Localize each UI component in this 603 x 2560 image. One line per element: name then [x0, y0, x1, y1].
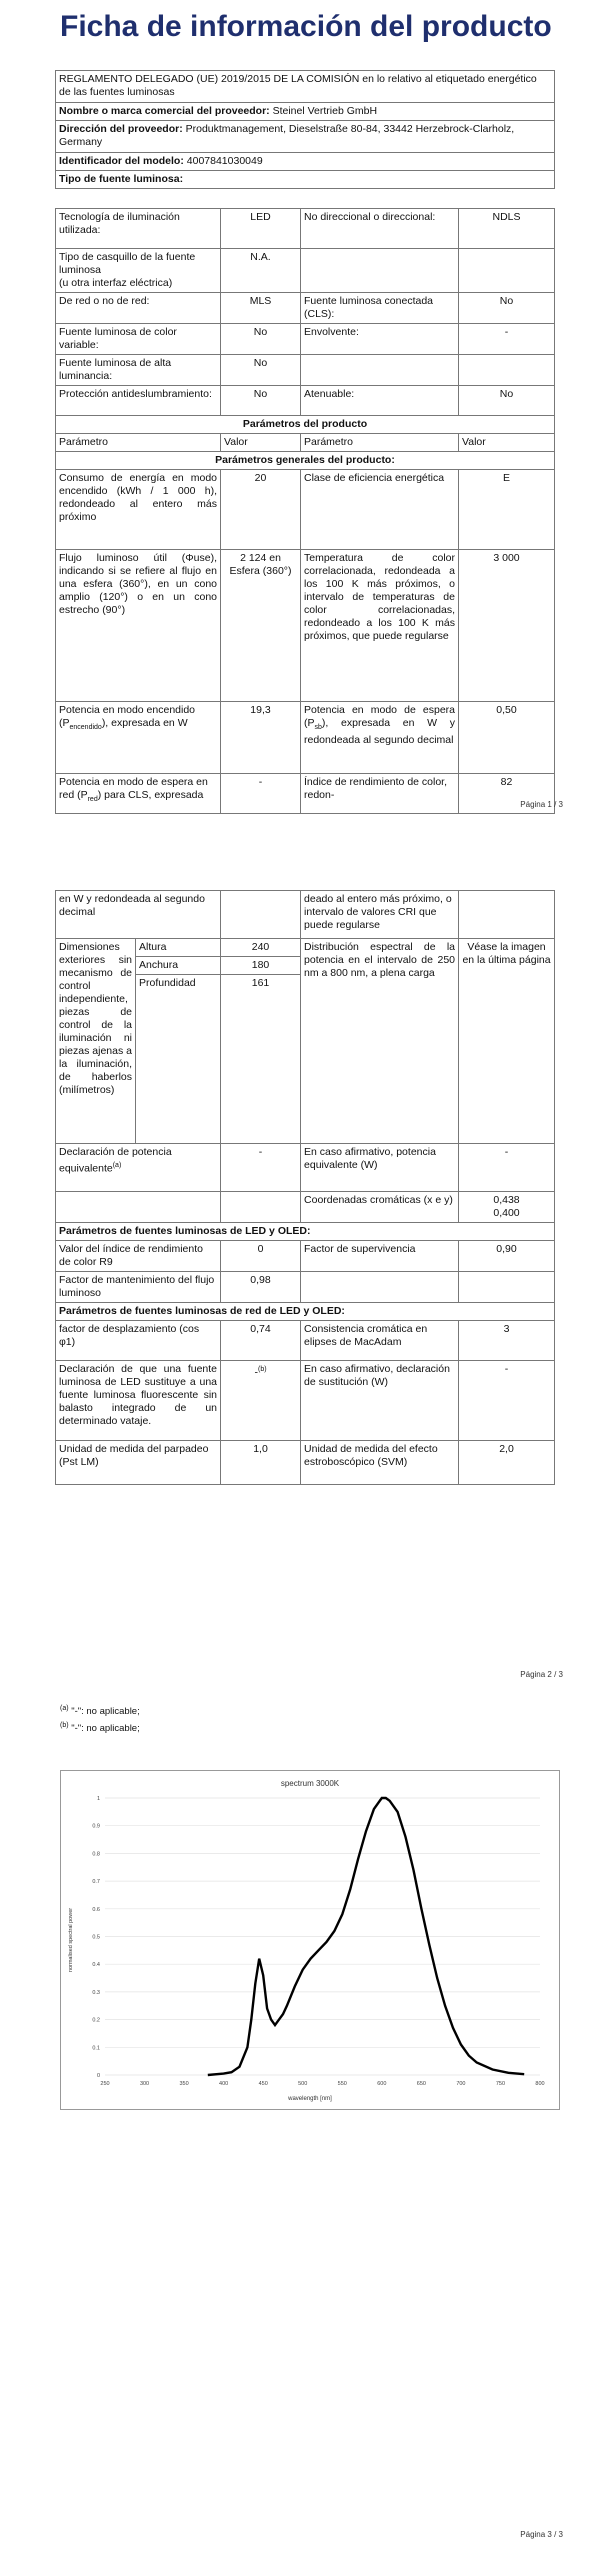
antiglare-label: Protección antideslumbramiento:	[56, 386, 221, 416]
regulation-text: REGLAMENTO DELEGADO (UE) 2019/2015 DE LA COMISIÓN en lo relativo al etiquetado energético de las fuentes luminosas	[56, 71, 555, 103]
footnote-b-text: "-": no aplicable;	[71, 1723, 140, 1735]
chart-frame	[61, 1771, 560, 2110]
netstandby-label-a: Potencia en modo de espera en red (P	[59, 776, 208, 801]
footnote-b-mark: (b)	[60, 1722, 69, 1730]
mains-value: MLS	[221, 293, 301, 324]
supplier-address-value: Produktmanagement, Dieselstraße 80-84, 33442 Herzebrock-Clarholz, Germany	[59, 123, 515, 148]
y-tick-label: 1	[96, 1796, 100, 1802]
equiv-sup: (a)	[112, 1162, 122, 1169]
colour-tunable-value: No	[221, 324, 301, 355]
strobo-value: 2,0	[459, 1441, 555, 1485]
cap-label: Tipo de casquillo de la fuente luminosa	[59, 251, 196, 276]
supplier-table	[55, 70, 555, 189]
flux-label: Flujo luminoso útil (Φuse), indicando si se refiere al flujo en una esfera (360°), en un cono amplio (120°) o en un cono estrecho (90°)	[56, 550, 221, 702]
empty-cell	[459, 249, 555, 293]
replace-sup: (b)	[257, 1366, 267, 1373]
equiv-power-label: En caso afirmativo, potencia equivalente (W)	[301, 1144, 459, 1192]
survival-label: Factor de supervivencia	[301, 1241, 459, 1272]
footnotes	[60, 1702, 140, 1736]
equiv-label	[56, 1144, 221, 1192]
footnote-a	[60, 1702, 140, 1719]
y-tick-label: 0.4	[92, 1962, 100, 1969]
empty-cell	[301, 1272, 459, 1303]
onpower-label-a: Potencia en modo encendido (P	[59, 704, 196, 729]
supplier-name-label: Nombre o marca comercial del proveedor:	[59, 105, 270, 117]
replace-value	[221, 1361, 301, 1441]
spectrum-chart	[60, 1770, 560, 2110]
high-lum-value: No	[221, 355, 301, 386]
dimmable-value: No	[459, 386, 555, 416]
height-label: Altura	[136, 939, 221, 957]
replace-w-label: En caso afirmativo, declaración de sustitución (W)	[301, 1361, 459, 1441]
chroma-y: 0,400	[493, 1207, 520, 1219]
standby-sub: sb	[314, 724, 322, 732]
equiv-value: -	[221, 1144, 301, 1192]
depth-value: 161	[221, 975, 301, 1144]
netstandby-label-p1	[56, 774, 221, 814]
x-tick-label: 500	[298, 2081, 308, 2087]
tech-label: Tecnología de iluminación utilizada:	[56, 209, 221, 249]
netstandby-sub: red	[87, 796, 98, 804]
onpower-label	[56, 702, 221, 774]
y-axis-label: normalised spectral power	[68, 1907, 74, 1973]
x-tick-label: 550	[337, 2081, 347, 2087]
height-value: 240	[221, 939, 301, 957]
maint-value: 0,98	[221, 1272, 301, 1303]
model-row	[56, 153, 555, 171]
mains-label: De red o no de red:	[56, 293, 221, 324]
empty-cell	[301, 249, 459, 293]
x-tick-label: 450	[258, 2081, 268, 2087]
x-axis-label: wavelength [nm]	[288, 2096, 332, 2102]
y-tick-label: 0.5	[92, 1934, 100, 1941]
empty-cell	[459, 1272, 555, 1303]
y-tick-label: 0.3	[92, 1989, 100, 1996]
onpower-label-b: ), expresada en W	[101, 717, 188, 729]
nondir-label: No direccional o direccional:	[301, 209, 459, 249]
page-2	[0, 880, 603, 1735]
replace-w-value: -	[459, 1361, 555, 1441]
colour-tunable-label: Fuente luminosa de color variable:	[56, 324, 221, 355]
envelope-value: -	[459, 324, 555, 355]
chroma-label: Coordenadas cromáticas (x e y)	[301, 1192, 459, 1223]
y-tick-label: 0.7	[92, 1879, 100, 1886]
x-tick-label: 800	[535, 2081, 545, 2087]
flicker-label: Unidad de medida del parpadeo (Pst LM)	[56, 1441, 221, 1485]
empty-cell	[459, 891, 555, 939]
footnote-a-mark: (a)	[60, 1705, 69, 1712]
spd-value: Véase la imagen en la última página	[459, 939, 555, 1144]
y-tick-label: 0.8	[92, 1851, 100, 1858]
x-tick-label: 300	[139, 2081, 150, 2087]
macadam-label: Consistencia cromática en elipses de MacAdam	[301, 1321, 459, 1361]
supplier-address-row	[56, 121, 555, 153]
y-tick-label: 0	[96, 2073, 100, 2079]
cri-label-p1: Índice de rendimiento de color, redon-	[301, 774, 459, 814]
chroma-values	[459, 1192, 555, 1223]
light-source-table	[55, 208, 555, 814]
empty-cell	[56, 1192, 221, 1223]
y-tick-label: 0.1	[92, 2045, 100, 2052]
survival-value: 0,90	[459, 1241, 555, 1272]
width-label: Anchura	[136, 957, 221, 975]
page-number-3: Página 3 / 3	[520, 2530, 563, 2539]
model-value: 4007841030049	[186, 155, 263, 167]
chart-title: spectrum 3000K	[280, 1779, 340, 1788]
x-tick-label: 600	[377, 2081, 387, 2087]
antiglare-value: No	[221, 386, 301, 416]
connected-label: Fuente luminosa conectada (CLS):	[301, 293, 459, 324]
flicker-value: 1,0	[221, 1441, 301, 1485]
page-1	[0, 0, 603, 820]
empty-cell	[301, 355, 459, 386]
supplier-name-value: Steinel Vertrieb GmbH	[272, 105, 378, 117]
x-tick-label: 250	[100, 2081, 110, 2087]
equiv-power-value: -	[459, 1144, 555, 1192]
energy-label: Consumo de energía en modo encendido (kWh / 1 000 h), redondeado al entero más próximo	[56, 470, 221, 550]
standby-label	[301, 702, 459, 774]
x-tick-label: 750	[495, 2081, 506, 2087]
replace-label: Declaración de que una fuente luminosa de LED sustituye a una fuente luminosa fluorescente sin balasto integrado de un determinado vataje.	[56, 1361, 221, 1441]
x-tick-label: 650	[416, 2081, 426, 2087]
x-tick-label: 700	[456, 2081, 466, 2087]
standby-label-b: ), expresada en W y redondeada al segundo decimal	[304, 717, 455, 747]
onpower-sub: encendido	[69, 724, 102, 732]
empty-cell	[459, 355, 555, 386]
tech-value: LED	[221, 209, 301, 249]
width-value: 180	[221, 957, 301, 975]
connected-value: No	[459, 293, 555, 324]
document-title: Ficha de información del producto	[60, 10, 552, 43]
footnote-b	[60, 1719, 140, 1736]
high-lum-label: Fuente luminosa de alta luminancia:	[56, 355, 221, 386]
params-section: Parámetros del producto	[56, 416, 555, 434]
strobo-label: Unidad de medida del efecto estroboscópico (SVM)	[301, 1441, 459, 1485]
model-label: Identificador del modelo:	[59, 155, 184, 167]
onpower-value: 19,3	[221, 702, 301, 774]
header-param-1: Parámetro	[56, 434, 221, 452]
params-table-continued	[55, 890, 555, 1485]
mains-led-section: Parámetros de fuentes luminosas de red de LED y OLED:	[56, 1303, 555, 1321]
spd-label: Distribución espectral de la potencia en el intervalo de 250 nm a 800 nm, a plena carga	[301, 939, 459, 1144]
page-3	[0, 1750, 603, 2560]
maint-label: Factor de mantenimiento del flujo luminoso	[56, 1272, 221, 1303]
energy-value: 20	[221, 470, 301, 550]
empty-cell	[221, 891, 301, 939]
empty-cell	[221, 1192, 301, 1223]
r9-label: Valor del índice de rendimiento de color R9	[56, 1241, 221, 1272]
led-section: Parámetros de fuentes luminosas de LED y OLED:	[56, 1223, 555, 1241]
standby-value: 0,50	[459, 702, 555, 774]
x-tick-label: 350	[179, 2081, 189, 2087]
nondir-value: NDLS	[459, 209, 555, 249]
macadam-value: 3	[459, 1321, 555, 1361]
r9-value: 0	[221, 1241, 301, 1272]
disp-value: 0,74	[221, 1321, 301, 1361]
standby-label-a: Potencia en modo de espera (P	[304, 704, 455, 729]
replace-value-text: -	[254, 1366, 258, 1379]
page-number-2: Página 2 / 3	[520, 1670, 563, 1679]
cap-cell	[56, 249, 221, 293]
dims-label: Dimensiones exteriores sin mecanismo de control independiente, piezas de control de la iluminación ni piezas ajenas a la iluminación, de haberlos (milímetros)	[56, 939, 136, 1144]
page-number-1: Página 1 / 3	[520, 800, 563, 809]
supplier-address-label: Dirección del proveedor:	[59, 123, 183, 135]
class-label: Clase de eficiencia energética	[301, 470, 459, 550]
y-tick-label: 0.2	[92, 2017, 100, 2024]
cap-sub: (u otra interfaz eléctrica)	[59, 277, 173, 289]
class-value: E	[459, 470, 555, 550]
cct-label: Temperatura de color correlacionada, redondeada a los 100 K más próximos, o intervalo de temperaturas de color correlacionadas, redondeado a los 100 K más próximos, que puede regularse	[301, 550, 459, 702]
chroma-x: 0,438	[493, 1194, 520, 1206]
y-tick-label: 0.9	[92, 1823, 100, 1830]
netstandby-label-p2: en W y redondeada al segundo decimal	[56, 891, 221, 939]
cap-value: N.A.	[221, 249, 301, 293]
x-tick-label: 400	[219, 2081, 229, 2087]
dimmable-label: Atenuable:	[301, 386, 459, 416]
disp-label: factor de desplazamiento (cos φ1)	[56, 1321, 221, 1361]
envelope-label: Envolvente:	[301, 324, 459, 355]
header-param-2: Parámetro	[301, 434, 459, 452]
cri-value: 82	[459, 774, 555, 814]
cri-label-p2: deado al entero más próximo, o intervalo de valores CRI que puede regularse	[301, 891, 459, 939]
equiv-label-text: Declaración de potencia equivalente	[59, 1146, 172, 1175]
header-value-2: Valor	[459, 434, 555, 452]
netstandby-label-b: ) para CLS, expresada	[97, 789, 204, 801]
light-source-section: Tipo de fuente luminosa:	[56, 171, 555, 189]
depth-label: Profundidad	[136, 975, 221, 1144]
supplier-name-row	[56, 103, 555, 121]
general-section: Parámetros generales del producto:	[56, 452, 555, 470]
footnote-a-text: "-": no aplicable;	[71, 1706, 140, 1718]
cct-value: 3 000	[459, 550, 555, 702]
y-tick-label: 0.6	[92, 1906, 100, 1913]
header-value-1: Valor	[221, 434, 301, 452]
netstandby-value: -	[221, 774, 301, 814]
flux-value: 2 124 en Esfera (360°)	[221, 550, 301, 702]
